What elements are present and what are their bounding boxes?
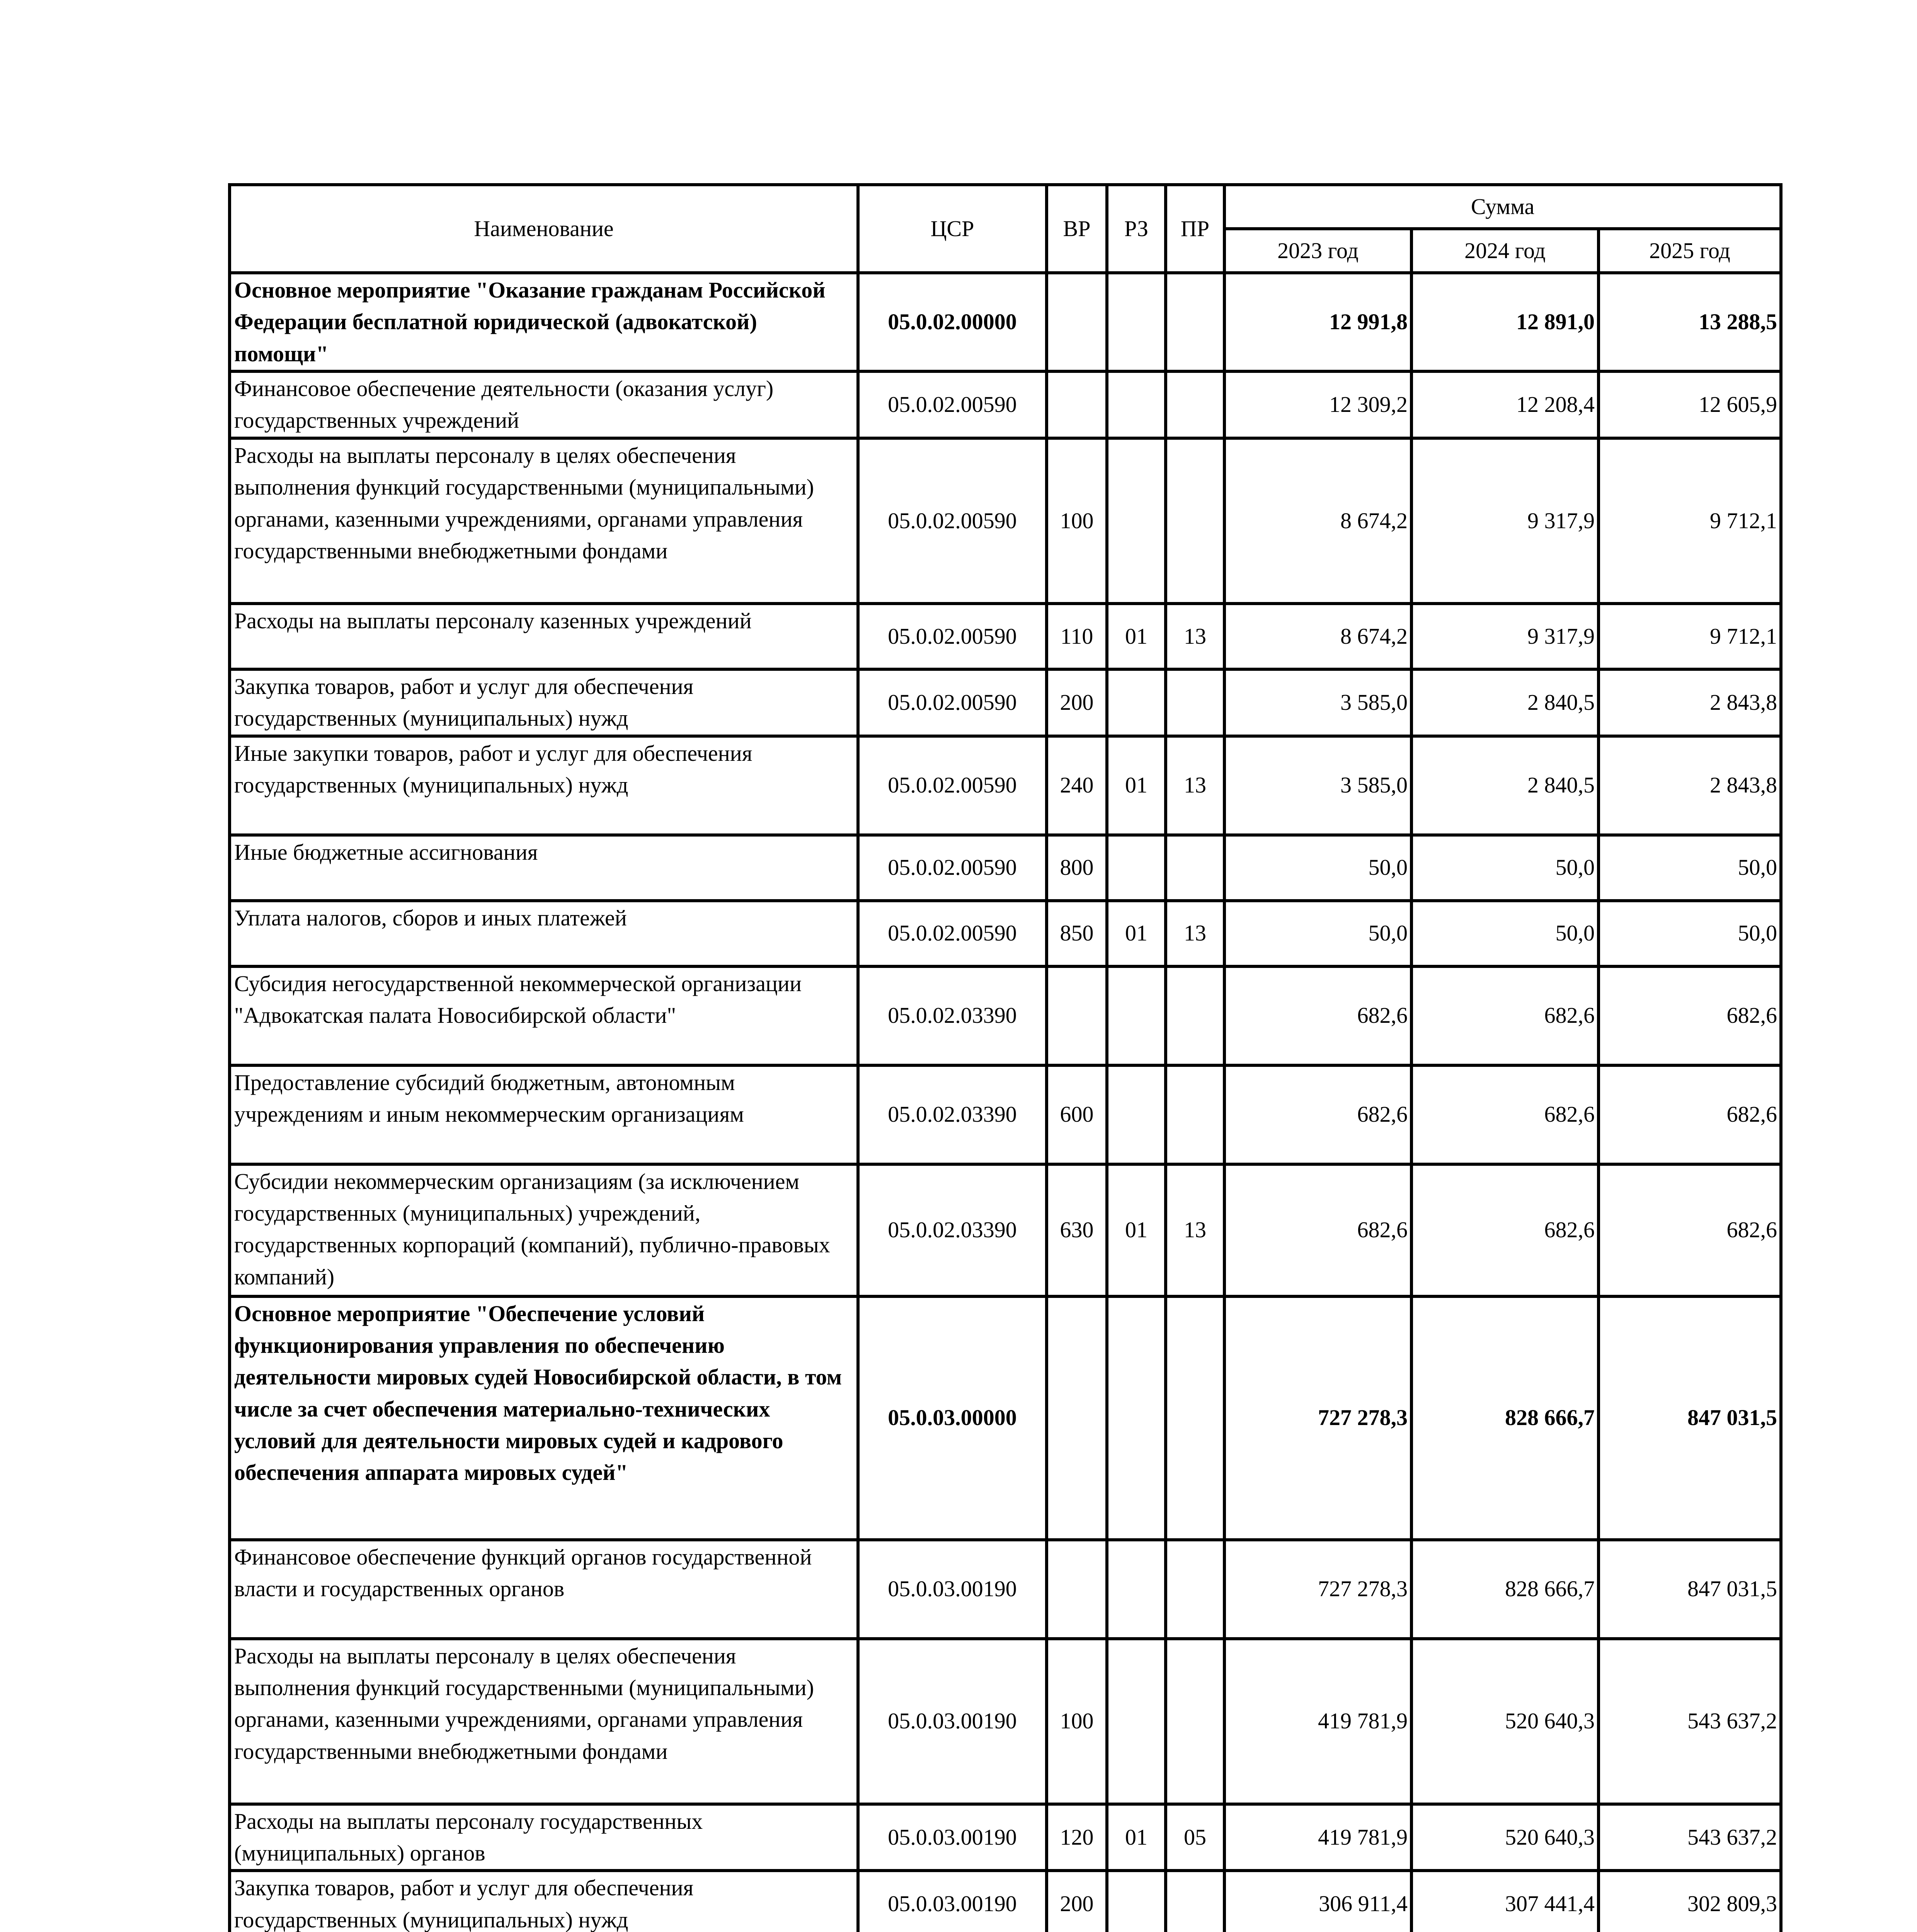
cell-pr (1166, 966, 1224, 1065)
cell-csr: 05.0.02.00590 (858, 604, 1047, 669)
cell-2025: 13 288,5 (1599, 273, 1781, 371)
cell-vr: 120 (1047, 1804, 1107, 1871)
cell-pr (1166, 835, 1224, 901)
cell-2023: 419 781,9 (1224, 1804, 1411, 1871)
cell-name: Основное мероприятие "Обеспечение условий функционирования управления по обеспечению деятельности мировых судей Новосибирской области, в том числе за счет обеспечения материально-технических условий для деятельности мировых судей и кадрового обеспечения аппарата мировых судей" (230, 1296, 858, 1540)
cell-2024: 682,6 (1411, 1065, 1599, 1164)
table-row (230, 1871, 1781, 1932)
cell-2023: 50,0 (1224, 835, 1411, 901)
cell-pr (1166, 371, 1224, 438)
cell-vr: 100 (1047, 1639, 1107, 1804)
cell-rz (1107, 438, 1166, 604)
cell-2025: 682,6 (1599, 966, 1781, 1065)
cell-2023: 306 911,4 (1224, 1871, 1411, 1932)
header-year-2025: 2025 год (1599, 229, 1781, 273)
cell-name: Субсидия негосударственной некоммерческой организации "Адвокатская палата Новосибирской области" (230, 966, 858, 1065)
cell-2023: 419 781,9 (1224, 1639, 1411, 1804)
cell-2025: 12 605,9 (1599, 371, 1781, 438)
cell-name: Расходы на выплаты персоналу казенных учреждений (230, 604, 858, 669)
cell-csr: 05.0.02.00590 (858, 371, 1047, 438)
cell-2023: 50,0 (1224, 901, 1411, 966)
table-row (230, 604, 1781, 669)
cell-rz (1107, 669, 1166, 736)
cell-rz: 01 (1107, 604, 1166, 669)
cell-2025: 2 843,8 (1599, 736, 1781, 835)
table-row (230, 1164, 1781, 1296)
cell-pr (1166, 438, 1224, 604)
cell-2024: 2 840,5 (1411, 736, 1599, 835)
cell-2024: 9 317,9 (1411, 604, 1599, 669)
cell-2023: 682,6 (1224, 1164, 1411, 1296)
cell-rz (1107, 273, 1166, 371)
budget-table (228, 183, 1783, 1932)
cell-csr: 05.0.02.03390 (858, 1164, 1047, 1296)
cell-vr: 800 (1047, 835, 1107, 901)
table-row (230, 966, 1781, 1065)
cell-2024: 828 666,7 (1411, 1540, 1599, 1639)
cell-name: Уплата налогов, сборов и иных платежей (230, 901, 858, 966)
table-row (230, 1065, 1781, 1164)
cell-rz (1107, 371, 1166, 438)
cell-csr: 05.0.02.00590 (858, 669, 1047, 736)
cell-2024: 50,0 (1411, 835, 1599, 901)
cell-rz: 01 (1107, 1804, 1166, 1871)
table-row (230, 273, 1781, 371)
cell-2024: 12 891,0 (1411, 273, 1599, 371)
cell-pr (1166, 1639, 1224, 1804)
cell-vr: 630 (1047, 1164, 1107, 1296)
cell-2025: 543 637,2 (1599, 1639, 1781, 1804)
cell-csr: 05.0.03.00190 (858, 1540, 1047, 1639)
cell-rz (1107, 1540, 1166, 1639)
cell-2024: 50,0 (1411, 901, 1599, 966)
cell-vr: 850 (1047, 901, 1107, 966)
cell-2025: 682,6 (1599, 1065, 1781, 1164)
cell-rz (1107, 1639, 1166, 1804)
cell-csr: 05.0.02.00590 (858, 438, 1047, 604)
cell-2024: 682,6 (1411, 1164, 1599, 1296)
cell-2024: 520 640,3 (1411, 1639, 1599, 1804)
cell-2023: 12 991,8 (1224, 273, 1411, 371)
header-year-2023: 2023 год (1224, 229, 1411, 273)
header-vr: ВР (1047, 185, 1107, 273)
cell-vr (1047, 1540, 1107, 1639)
cell-pr: 13 (1166, 736, 1224, 835)
cell-2024: 520 640,3 (1411, 1804, 1599, 1871)
header-sum: Сумма (1224, 185, 1781, 229)
cell-rz (1107, 1871, 1166, 1932)
cell-name: Финансовое обеспечение деятельности (оказания услуг) государственных учреждений (230, 371, 858, 438)
cell-csr: 05.0.02.00590 (858, 736, 1047, 835)
cell-rz: 01 (1107, 901, 1166, 966)
cell-pr (1166, 273, 1224, 371)
cell-pr (1166, 1871, 1224, 1932)
header-year-2024: 2024 год (1411, 229, 1599, 273)
cell-vr: 600 (1047, 1065, 1107, 1164)
cell-pr (1166, 1296, 1224, 1540)
cell-csr: 05.0.02.00590 (858, 835, 1047, 901)
cell-vr: 200 (1047, 1871, 1107, 1932)
cell-2025: 50,0 (1599, 835, 1781, 901)
cell-name: Расходы на выплаты персоналу государственных (муниципальных) органов (230, 1804, 858, 1871)
table-row (230, 371, 1781, 438)
cell-rz (1107, 835, 1166, 901)
table-row (230, 669, 1781, 736)
cell-csr: 05.0.02.00590 (858, 901, 1047, 966)
cell-name: Субсидии некоммерческим организациям (за исключением государственных (муниципальных) учреждений, государственных корпораций (компаний), публично-правовых компаний) (230, 1164, 858, 1296)
cell-2025: 847 031,5 (1599, 1540, 1781, 1639)
cell-2023: 8 674,2 (1224, 604, 1411, 669)
cell-2024: 2 840,5 (1411, 669, 1599, 736)
cell-name: Основное мероприятие "Оказание гражданам Российской Федерации бесплатной юридической (адвокатской) помощи" (230, 273, 858, 371)
cell-2024: 12 208,4 (1411, 371, 1599, 438)
cell-2023: 3 585,0 (1224, 736, 1411, 835)
cell-name: Расходы на выплаты персоналу в целях обеспечения выполнения функций государственными (муниципальными) органами, казенными учреждениями, органами управления государственными внебюджетными фондами (230, 1639, 858, 1804)
cell-csr: 05.0.02.00000 (858, 273, 1047, 371)
header-rz: РЗ (1107, 185, 1166, 273)
cell-2025: 2 843,8 (1599, 669, 1781, 736)
cell-csr: 05.0.03.00190 (858, 1639, 1047, 1804)
table-row (230, 438, 1781, 604)
table-row (230, 1296, 1781, 1540)
table-row (230, 736, 1781, 835)
cell-vr (1047, 273, 1107, 371)
table-row (230, 901, 1781, 966)
cell-pr: 13 (1166, 1164, 1224, 1296)
cell-2025: 847 031,5 (1599, 1296, 1781, 1540)
header-csr: ЦСР (858, 185, 1047, 273)
cell-2023: 682,6 (1224, 966, 1411, 1065)
cell-pr (1166, 669, 1224, 736)
cell-pr: 13 (1166, 901, 1224, 966)
cell-2023: 8 674,2 (1224, 438, 1411, 604)
cell-name: Финансовое обеспечение функций органов государственной власти и государственных органов (230, 1540, 858, 1639)
cell-2023: 3 585,0 (1224, 669, 1411, 736)
cell-2024: 828 666,7 (1411, 1296, 1599, 1540)
cell-rz (1107, 966, 1166, 1065)
table-row (230, 1540, 1781, 1639)
cell-csr: 05.0.03.00190 (858, 1871, 1047, 1932)
cell-csr: 05.0.03.00190 (858, 1804, 1047, 1871)
cell-vr: 100 (1047, 438, 1107, 604)
cell-pr: 05 (1166, 1804, 1224, 1871)
cell-vr: 240 (1047, 736, 1107, 835)
cell-name: Закупка товаров, работ и услуг для обеспечения государственных (муниципальных) нужд (230, 1871, 858, 1932)
cell-2023: 12 309,2 (1224, 371, 1411, 438)
table-row (230, 1639, 1781, 1804)
cell-csr: 05.0.02.03390 (858, 966, 1047, 1065)
cell-2024: 307 441,4 (1411, 1871, 1599, 1932)
cell-vr (1047, 371, 1107, 438)
table-row (230, 835, 1781, 901)
cell-vr (1047, 966, 1107, 1065)
table-body (230, 273, 1781, 1932)
cell-name: Иные закупки товаров, работ и услуг для обеспечения государственных (муниципальных) нужд (230, 736, 858, 835)
cell-pr: 13 (1166, 604, 1224, 669)
cell-2025: 543 637,2 (1599, 1804, 1781, 1871)
cell-pr (1166, 1065, 1224, 1164)
cell-name: Иные бюджетные ассигнования (230, 835, 858, 901)
table-header (230, 185, 1781, 273)
cell-2025: 9 712,1 (1599, 604, 1781, 669)
cell-2023: 727 278,3 (1224, 1296, 1411, 1540)
cell-csr: 05.0.03.00000 (858, 1296, 1047, 1540)
cell-vr: 200 (1047, 669, 1107, 736)
cell-2025: 50,0 (1599, 901, 1781, 966)
cell-2023: 727 278,3 (1224, 1540, 1411, 1639)
cell-name: Расходы на выплаты персоналу в целях обеспечения выполнения функций государственными (муниципальными) органами, казенными учреждениями, органами управления государственными внебюджетными фондами (230, 438, 858, 604)
cell-vr: 110 (1047, 604, 1107, 669)
cell-name: Предоставление субсидий бюджетным, автономным учреждениям и иным некоммерческим организациям (230, 1065, 858, 1164)
cell-rz (1107, 1296, 1166, 1540)
cell-csr: 05.0.02.03390 (858, 1065, 1047, 1164)
cell-pr (1166, 1540, 1224, 1639)
cell-name: Закупка товаров, работ и услуг для обеспечения государственных (муниципальных) нужд (230, 669, 858, 736)
cell-2025: 682,6 (1599, 1164, 1781, 1296)
header-pr: ПР (1166, 185, 1224, 273)
cell-rz: 01 (1107, 1164, 1166, 1296)
header-name: Наименование (230, 185, 858, 273)
table-row (230, 1804, 1781, 1871)
cell-2025: 9 712,1 (1599, 438, 1781, 604)
cell-rz: 01 (1107, 736, 1166, 835)
cell-2024: 682,6 (1411, 966, 1599, 1065)
cell-rz (1107, 1065, 1166, 1164)
cell-2024: 9 317,9 (1411, 438, 1599, 604)
cell-2025: 302 809,3 (1599, 1871, 1781, 1932)
cell-2023: 682,6 (1224, 1065, 1411, 1164)
cell-vr (1047, 1296, 1107, 1540)
